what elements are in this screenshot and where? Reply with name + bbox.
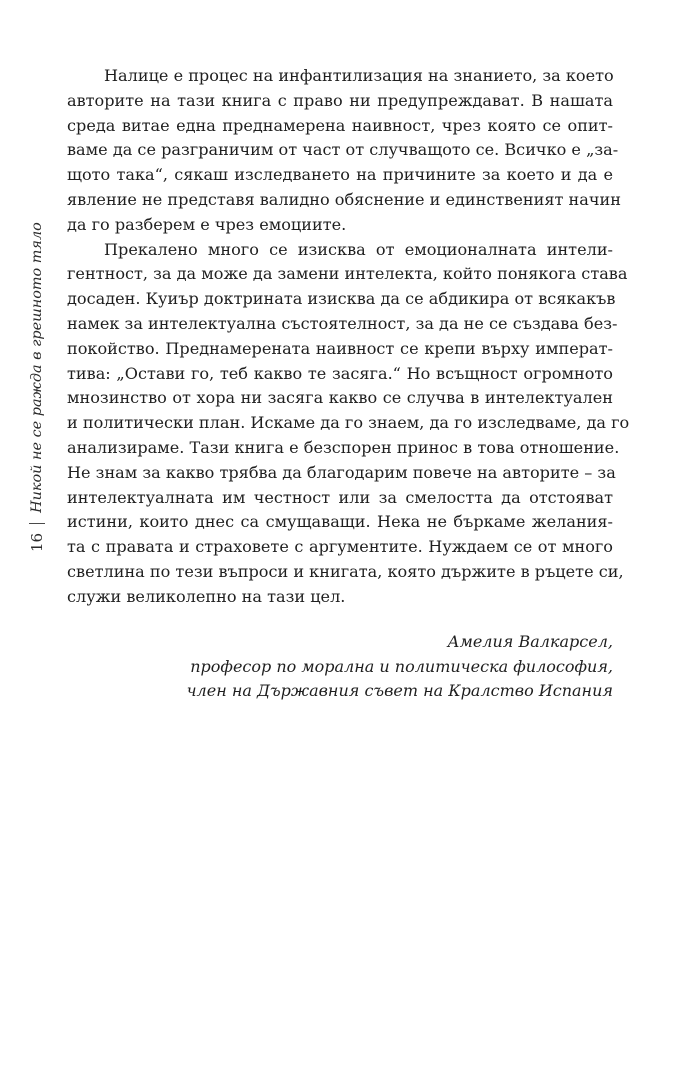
- signature-name: Амелия Валкарсел,: [447, 632, 613, 651]
- text-line: мнозинство от хора ни засяга какво се случва в интелектуален: [67, 388, 613, 408]
- text-line: истини, които днес са смущаващи. Нека не бъркаме желания-: [67, 512, 613, 532]
- text-line: авторите на тази книга с право ни предупреждават. В нашата: [67, 90, 613, 110]
- signature-block: [113, 630, 613, 704]
- text-line: Прекалено много се изисква от емоционалната интели-: [104, 239, 613, 259]
- signature-title: професор по морална и политическа философия,: [190, 656, 613, 676]
- page-number: 16: [28, 532, 46, 552]
- paragraph-2: [67, 238, 630, 610]
- text-line: явление не представя валидно обяснение и единственият начин: [67, 189, 621, 209]
- text-line: намек за интелектуална състоятелност, за да не се създава без-: [67, 313, 618, 333]
- text-line: служи великолепно на тази цел.: [67, 586, 346, 606]
- running-head-separator: [29, 523, 45, 524]
- text-line: досаден. Куиър доктрината изисква да се абдикира от всякакъв: [67, 289, 616, 309]
- text-line: среда витае една преднамерена наивност, чрез която се опит-: [67, 115, 613, 135]
- text-line: интелектуалната им честност или за смелостта да отстояват: [67, 487, 613, 507]
- text-line: светлина по тези въпроси и книгата, която държите в ръцете си,: [67, 561, 624, 581]
- running-head: [28, 222, 46, 552]
- text-line: да го разберем е чрез емоциите.: [67, 214, 347, 234]
- text-line: та с правата и страховете с аргументите. Нуждаем се от много: [67, 537, 613, 557]
- text-line: ваме да се разграничим от част от случващото се. Всичко е „за-: [67, 140, 619, 160]
- body-text: [67, 64, 630, 610]
- text-line: гентност, за да може да замени интелекта, който понякога става: [67, 264, 628, 284]
- text-line: тива: „Остави го, теб какво те засяга.“ Но всъщност огромното: [67, 363, 613, 383]
- text-line: щото така“, сякаш изследването на причините за което и да е: [67, 165, 613, 185]
- signature-affiliation: член на Държавния съвет на Кралство Испания: [186, 681, 613, 701]
- running-head-book-title: Никой не се ражда в грешното тяло: [29, 222, 45, 513]
- text-line: Не знам за какво трябва да благодарим повече на авторите – за: [67, 462, 616, 482]
- text-line: анализираме. Тази книга е безспорен принос в това отношение.: [67, 437, 620, 457]
- text-line: покойство. Преднамерената наивност се крепи върху императ-: [67, 338, 613, 358]
- text-line: и политически план. Искаме да го знаем, да го изследваме, да го: [67, 413, 630, 433]
- paragraph-1: [67, 64, 621, 238]
- text-line: Налице е процес на инфантилизация на знанието, за което: [104, 66, 614, 85]
